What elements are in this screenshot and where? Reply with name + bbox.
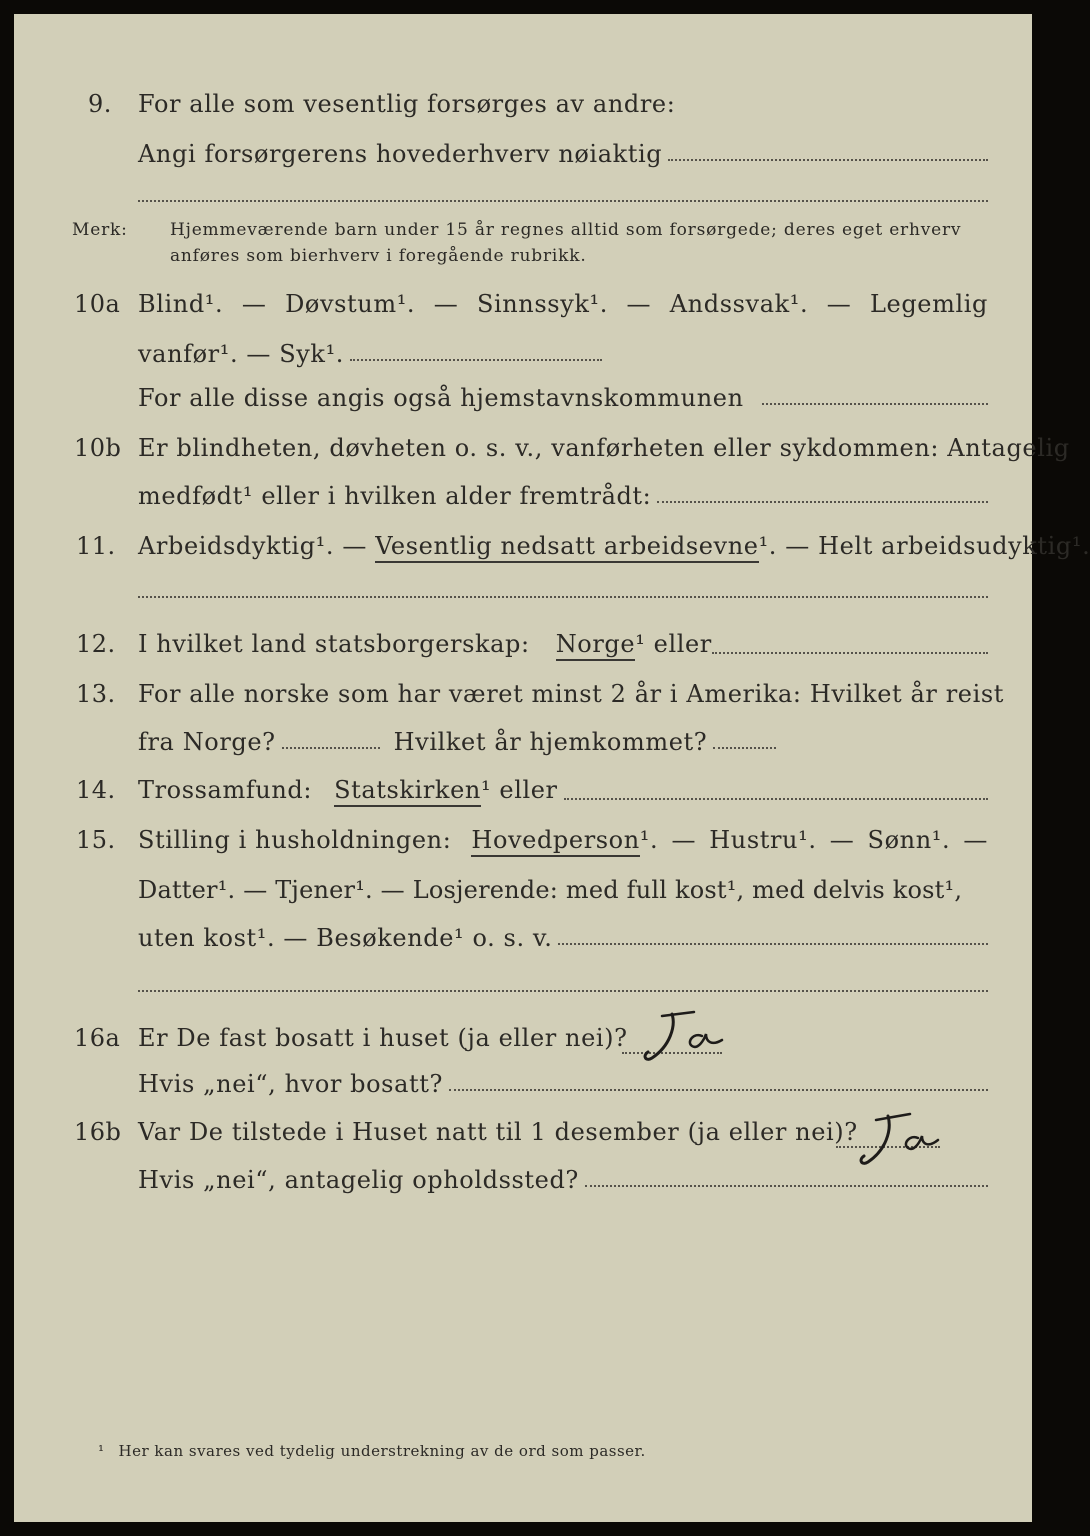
q10a-line3-text: For alle disse angis også hjemstavnskommunen	[138, 384, 744, 412]
q10b-line2-text: medfødt¹ eller i hvilken alder fremtrådt:	[138, 482, 652, 510]
q16a-bosatt-field[interactable]	[449, 1089, 988, 1091]
q10a-dash: —	[626, 290, 652, 318]
q15-hustru[interactable]: Hustru¹.	[709, 826, 817, 854]
q14-after: ¹ eller	[480, 776, 558, 804]
q15-sonn[interactable]: Sønn¹.	[867, 826, 951, 854]
q10a-line2	[138, 340, 602, 368]
q10b-answer-field[interactable]	[657, 501, 988, 503]
q12-after: ¹ eller	[635, 630, 712, 658]
q15-dash: —	[963, 826, 988, 854]
q10a-andssvak[interactable]: Andssvak¹.	[669, 290, 809, 318]
census-form-page	[14, 14, 1090, 1522]
q12-line	[138, 630, 988, 661]
q11-arbeidsdyktig[interactable]: Arbeidsdyktig¹. —	[138, 532, 376, 560]
q10a-line2-text: vanfør¹. — Syk¹.	[138, 340, 345, 368]
q10a-dash: —	[826, 290, 852, 318]
q15-text: Stilling i husholdningen:	[138, 826, 452, 854]
merk-line1: Hjemmeværende barn under 15 år regnes alltid som forsørgede; deres eget erhverv	[170, 220, 962, 240]
q14-statskirken-underlined[interactable]: Statskirken	[334, 776, 481, 807]
q10a-dash: —	[433, 290, 459, 318]
q10a-blind[interactable]: Blind¹.	[138, 290, 224, 318]
q15-line1	[138, 826, 988, 857]
q9-line1: For alle som vesentlig forsørges av andre:	[138, 90, 676, 118]
q15-mark: ¹.	[639, 826, 659, 854]
q15-dash: —	[829, 826, 855, 854]
q15-line2: Datter¹. — Tjener¹. — Losjerende: med full kost¹, med delvis kost¹,	[138, 876, 963, 904]
q11-rest[interactable]: ¹. — Helt arbeidsudyktig¹.	[758, 532, 1090, 560]
q15-number: 15.	[76, 826, 116, 854]
q15-dash: —	[671, 826, 697, 854]
q9-line2-text: Angi forsørgerens hovederhverv nøiaktig	[138, 140, 663, 168]
merk-label: Merk:	[72, 220, 128, 240]
q12-norge-underlined[interactable]: Norge	[556, 630, 636, 661]
q11-answer-line[interactable]	[138, 596, 988, 598]
footnote-mark: ¹	[98, 1442, 105, 1460]
footnote-text: Her kan svares ved tydelig understrekning av de ord som passer.	[118, 1442, 646, 1460]
q15-answer-field[interactable]	[558, 943, 988, 945]
q10a-number: 10a	[74, 290, 121, 318]
q15-line3	[138, 924, 988, 952]
q10a-line1	[138, 290, 988, 318]
q10b-number: 10b	[74, 434, 122, 462]
q11-nedsatt-underlined[interactable]: Vesentlig nedsatt arbeidsevne	[375, 532, 758, 563]
q16b-line2-text: Hvis „nei“, antagelig opholdssted?	[138, 1166, 579, 1194]
q10a-legemlig[interactable]: Legemlig	[870, 290, 988, 318]
q10a-hjemstavn-field[interactable]	[762, 403, 988, 405]
q14-number: 14.	[76, 776, 116, 804]
q16b-line1: Var De tilstede i Huset natt til 1 desember (ja eller nei)?	[138, 1118, 858, 1146]
q16b-number: 16b	[74, 1118, 122, 1146]
q13-hjemkommet-field[interactable]	[713, 747, 776, 749]
q10a-dash: —	[241, 290, 267, 318]
q9-answer-field[interactable]	[668, 159, 988, 161]
q9-line2	[138, 140, 988, 168]
q13-line2	[138, 728, 776, 756]
q13-fra-norge: fra Norge?	[138, 728, 276, 756]
q16a-line1: Er De fast bosatt i huset (ja eller nei)?	[138, 1024, 628, 1052]
q9-number: 9.	[88, 90, 112, 118]
q10a-dovstum[interactable]: Døvstum¹.	[285, 290, 416, 318]
q12-answer-field[interactable]	[712, 652, 988, 654]
q13-reist-field[interactable]	[282, 747, 380, 749]
q13-hjemkommet: Hvilket år hjemkommet?	[393, 728, 708, 756]
q16a-number: 16a	[74, 1024, 121, 1052]
q16a-line2-text: Hvis „nei“, hvor bosatt?	[138, 1070, 443, 1098]
q15-options	[640, 826, 988, 854]
q12-text: I hvilket land statsborgerskap:	[138, 630, 530, 658]
q14-line	[138, 776, 988, 807]
q15-hovedperson-underlined[interactable]: Hovedperson	[471, 826, 639, 857]
q13-line1: For alle norske som har været minst 2 år i Amerika: Hvilket år reist	[138, 680, 1005, 708]
q12-number: 12.	[76, 630, 116, 658]
q15-answer-line[interactable]	[138, 990, 988, 992]
q14-text: Trossamfund:	[138, 776, 313, 804]
q11-number: 11.	[76, 532, 116, 560]
q16b-opholdssted-field[interactable]	[585, 1185, 988, 1187]
q10b-line1: Er blindheten, døvheten o. s. v., vanførheten eller sykdommen: Antagelig	[138, 434, 1070, 462]
merk-line2: anføres som bierhverv i foregående rubrikk.	[170, 246, 587, 266]
q10a-answer-field[interactable]	[350, 359, 602, 361]
q9-answer-line2[interactable]	[138, 200, 988, 202]
q10b-line2	[138, 482, 988, 510]
q14-answer-field[interactable]	[564, 798, 988, 800]
footnote	[98, 1442, 646, 1460]
q16b-handwritten-ja	[846, 1108, 946, 1170]
q10a-line3	[138, 384, 988, 412]
q10a-sinnssyk[interactable]: Sinnssyk¹.	[476, 290, 608, 318]
q15-line3-text: uten kost¹. — Besøkende¹ o. s. v.	[138, 924, 553, 952]
q16a-line2	[138, 1070, 988, 1098]
q11-line	[138, 532, 1090, 563]
q13-number: 13.	[76, 680, 116, 708]
q16b-line2	[138, 1166, 988, 1194]
q16a-handwritten-ja	[632, 1006, 732, 1066]
